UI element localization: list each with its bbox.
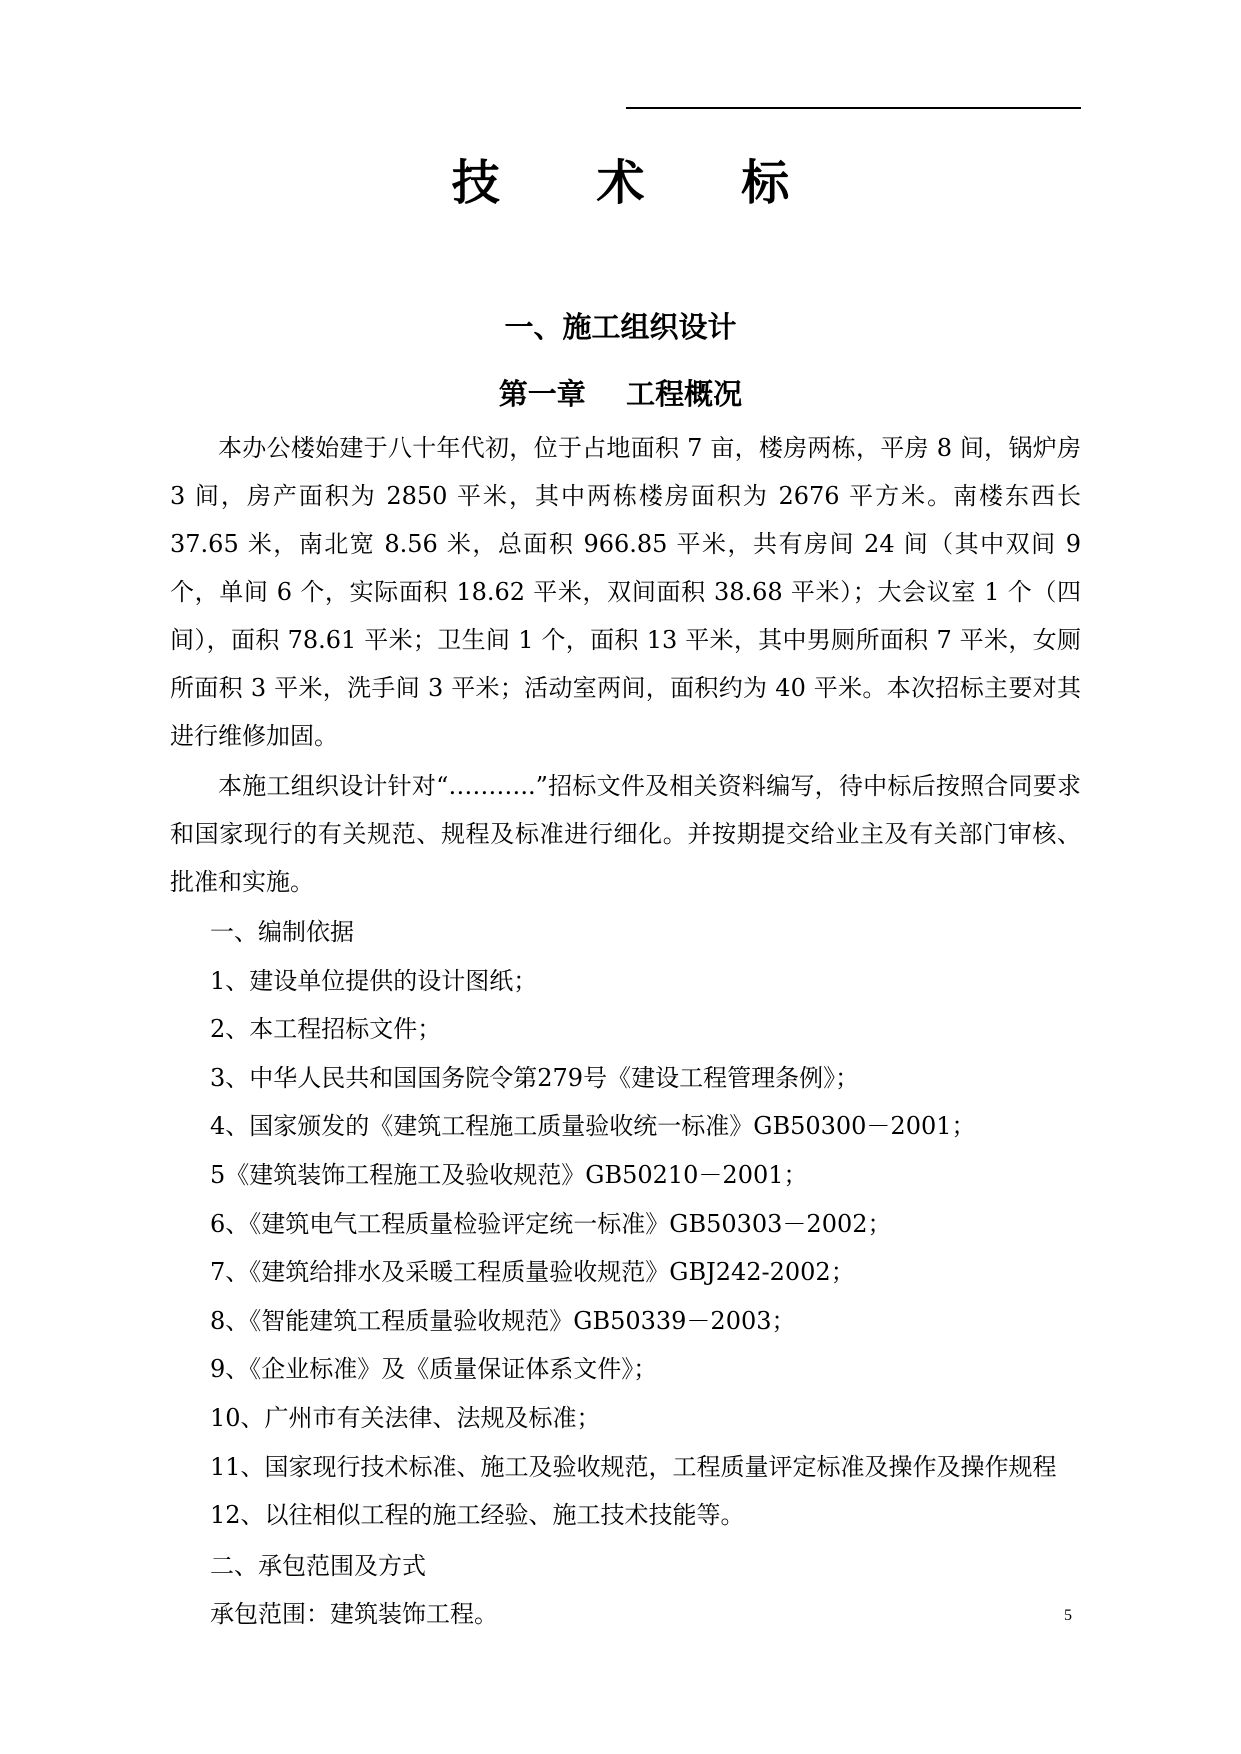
- basis-item: 3、中华人民共和国国务院令第279号《建设工程管理条例》；: [210, 1063, 860, 1092]
- paragraph-project-overview: 本办公楼始建于八十年代初，位于占地面积 7 亩，楼房两栋，平房 8 间，锅炉房 3 间，房产面积为 2850 平米，其中两栋楼房面积为 2676 平方米。南楼东西长 37.65 米，南北宽 8.56 米，总面积 966.85 平米，共有房间 24 间（其中双间 9 个，单间 6 个，实际面积 18.62 平米，双间面积 38.68 平米）；大会议室 1 个（四间），面积 78.61 平米；卫生间 1 个，面积 13 平米，其中男厕所面积 7 平米，女厕所面积 3 平米，洗手间 3 平米；活动室两间，面积约为 40 平米。本次招标主要对其进行维修加固。: [170, 434, 1081, 750]
- basis-item: 7、《建筑给排水及采暖工程质量验收规范》GBJ242-2002；: [210, 1258, 855, 1287]
- basis-item: 2、本工程招标文件；: [210, 1015, 442, 1044]
- basis-item: 9、《企业标准》及《质量保证体系文件》；: [210, 1355, 658, 1384]
- basis-item: 12、以往相似工程的施工经验、施工技术技能等。: [210, 1501, 745, 1530]
- header-rule: [626, 107, 1081, 109]
- basis-section: [170, 908, 1081, 1540]
- scope-section: [170, 1542, 1081, 1639]
- document-title: 技 术 标: [451, 155, 830, 211]
- basis-item: 4、国家颁发的《建筑工程施工质量验收统一标准》GB50300－2001；: [210, 1112, 976, 1141]
- basis-item: 5《建筑装饰工程施工及验收规范》GB50210－2001；: [210, 1160, 808, 1189]
- section-heading: 一、施工组织设计: [504, 310, 737, 344]
- chapter-heading: 第一章 工程概况: [498, 377, 743, 411]
- basis-item: 10、广州市有关法律、法规及标准；: [210, 1403, 601, 1432]
- scope-text: 承包范围：建筑装饰工程。: [210, 1600, 498, 1629]
- basis-heading: 一、编制依据: [210, 918, 354, 946]
- document-body: [170, 424, 1081, 1639]
- scope-heading: 二、承包范围及方式: [210, 1551, 426, 1580]
- basis-item: 8、《智能建筑工程质量验收规范》GB50339－2003；: [210, 1306, 796, 1335]
- basis-item: 1、建设单位提供的设计图纸；: [210, 966, 538, 995]
- basis-item: 11、国家现行技术标准、施工及验收规范，工程质量评定标准及操作及操作规程: [210, 1452, 1057, 1481]
- page-number: 5: [1064, 1607, 1072, 1624]
- paragraph-design-scope: 本施工组织设计针对“………..”招标文件及相关资料编写，待中标后按照合同要求和国家现行的有关规范、规程及标准进行细化。并按期提交给业主及有关部门审核、批准和实施。: [170, 772, 1081, 896]
- basis-item: 6、《建筑电气工程质量检验评定统一标准》GB50303－2002；: [210, 1209, 892, 1238]
